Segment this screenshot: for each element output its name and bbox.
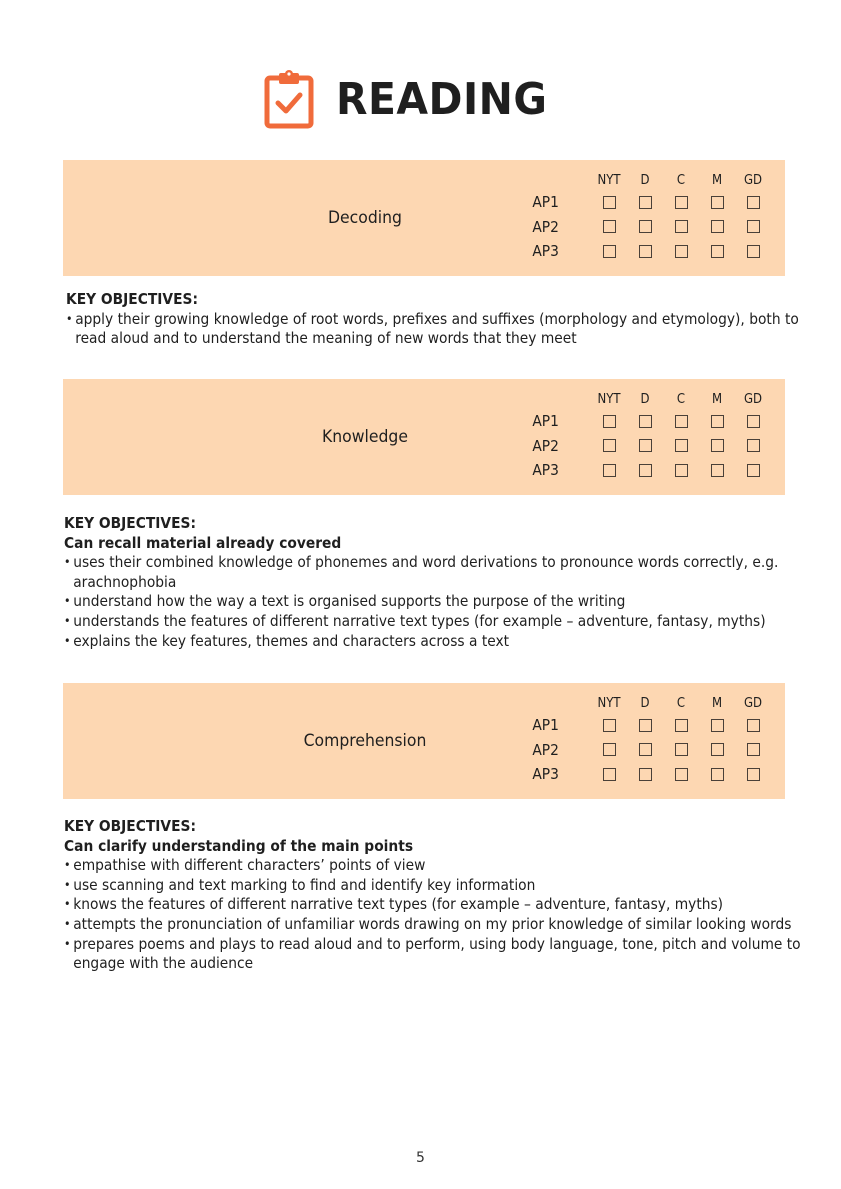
- checkbox-gd[interactable]: [747, 743, 760, 756]
- checkbox-nyt[interactable]: [603, 196, 616, 209]
- column-header: D: [640, 172, 650, 188]
- grid-header-row: [525, 693, 785, 713]
- column-header: C: [676, 172, 686, 188]
- checkbox-c[interactable]: [675, 768, 688, 781]
- objective-item: • use scanning and text marking to find and identify key information: [64, 876, 805, 896]
- objective-item: • uses their combined knowledge of phonemes and word derivations to pronounce words correctly, e.g. arachnophobia: [64, 553, 805, 592]
- objective-item: • understands the features of different narrative text types (for example – adventure, fantasy, myths): [64, 612, 805, 632]
- column-header: M: [711, 172, 723, 188]
- row-label: AP3: [532, 765, 559, 784]
- grid-header-row: [525, 170, 785, 190]
- checkbox-c[interactable]: [675, 439, 688, 452]
- checkbox-nyt[interactable]: [603, 464, 616, 477]
- column-header: NYT: [597, 695, 621, 711]
- checkbox-nyt[interactable]: [603, 743, 616, 756]
- row-label: AP2: [532, 436, 559, 455]
- objectives-list: [64, 856, 804, 974]
- checkbox-m[interactable]: [711, 439, 724, 452]
- checkbox-d[interactable]: [639, 743, 652, 756]
- column-header: D: [640, 695, 650, 711]
- page-number: 5: [416, 1150, 425, 1166]
- row-label: AP3: [532, 242, 559, 261]
- checkbox-m[interactable]: [711, 245, 724, 258]
- checkbox-c[interactable]: [675, 415, 688, 428]
- checkbox-m[interactable]: [711, 196, 724, 209]
- objective-item: • empathise with different characters’ points of view: [64, 856, 805, 876]
- checkbox-c[interactable]: [675, 464, 688, 477]
- assessment-grid: [525, 693, 785, 787]
- checkbox-gd[interactable]: [747, 719, 760, 732]
- grid-row: [525, 190, 785, 215]
- column-header: NYT: [597, 172, 621, 188]
- objectives-subheading: Can recall material already covered: [64, 533, 342, 552]
- checkbox-nyt[interactable]: [603, 220, 616, 233]
- objectives-list: [64, 553, 804, 651]
- key-objectives-decoding: [66, 290, 806, 349]
- assessment-panel-decoding: [63, 160, 785, 276]
- row-label: AP2: [532, 217, 559, 236]
- checkbox-gd[interactable]: [747, 196, 760, 209]
- objectives-subheading: Can clarify understanding of the main points: [64, 836, 414, 855]
- checkbox-c[interactable]: [675, 245, 688, 258]
- checkbox-d[interactable]: [639, 415, 652, 428]
- checkbox-d[interactable]: [639, 245, 652, 258]
- grid-row: [525, 738, 785, 763]
- checkbox-gd[interactable]: [747, 245, 760, 258]
- grid-row: [525, 434, 785, 459]
- checkbox-gd[interactable]: [747, 439, 760, 452]
- row-label: AP1: [532, 716, 559, 735]
- grid-row: [525, 762, 785, 787]
- checkbox-gd[interactable]: [747, 220, 760, 233]
- key-objectives-comprehension: [64, 817, 804, 974]
- checkbox-nyt[interactable]: [603, 439, 616, 452]
- assessment-grid: [525, 170, 785, 264]
- checkbox-nyt[interactable]: [603, 768, 616, 781]
- checkbox-m[interactable]: [711, 743, 724, 756]
- checkbox-m[interactable]: [711, 719, 724, 732]
- checkbox-nyt[interactable]: [603, 415, 616, 428]
- assessment-panel-knowledge: [63, 379, 785, 495]
- section-name: Comprehension: [303, 731, 427, 751]
- objectives-heading: KEY OBJECTIVES:: [66, 290, 198, 308]
- checkbox-m[interactable]: [711, 415, 724, 428]
- column-header: D: [640, 391, 650, 407]
- column-header: GD: [743, 391, 763, 407]
- checkbox-gd[interactable]: [747, 415, 760, 428]
- objectives-heading: KEY OBJECTIVES:: [64, 514, 196, 532]
- objective-item: • explains the key features, themes and characters across a text: [64, 632, 805, 652]
- column-header: NYT: [597, 391, 621, 407]
- row-label: AP1: [532, 193, 559, 212]
- key-objectives-knowledge: [64, 514, 804, 651]
- objective-item: • understand how the way a text is organised supports the purpose of the writing: [64, 592, 805, 612]
- objective-item: • knows the features of different narrative text types (for example – adventure, fantasy, myths): [64, 895, 805, 915]
- checkbox-m[interactable]: [711, 464, 724, 477]
- checkbox-d[interactable]: [639, 220, 652, 233]
- clipboard-check-icon: [264, 69, 314, 129]
- row-label: AP2: [532, 740, 559, 759]
- checkbox-c[interactable]: [675, 743, 688, 756]
- grid-row: [525, 215, 785, 240]
- page-header: [0, 68, 841, 130]
- assessment-panel-comprehension: [63, 683, 785, 799]
- checkbox-d[interactable]: [639, 719, 652, 732]
- objectives-heading: KEY OBJECTIVES:: [64, 817, 196, 835]
- objective-item: • attempts the pronunciation of unfamiliar words drawing on my prior knowledge of similar looking words: [64, 915, 805, 935]
- checkbox-m[interactable]: [711, 220, 724, 233]
- checkbox-nyt[interactable]: [603, 719, 616, 732]
- assessment-grid: [525, 389, 785, 483]
- row-label: AP3: [532, 461, 559, 480]
- column-header: C: [676, 391, 686, 407]
- grid-header-row: [525, 389, 785, 409]
- checkbox-c[interactable]: [675, 196, 688, 209]
- section-name: Knowledge: [322, 427, 408, 447]
- grid-row: [525, 409, 785, 434]
- column-header: C: [676, 695, 686, 711]
- objective-item: • apply their growing knowledge of root words, prefixes and suffixes (morphology and etymology), both to read aloud and to understand the meaning of new words that they meet: [66, 310, 807, 349]
- checkbox-d[interactable]: [639, 464, 652, 477]
- checkbox-gd[interactable]: [747, 464, 760, 477]
- checkbox-d[interactable]: [639, 768, 652, 781]
- column-header: GD: [743, 695, 763, 711]
- checkbox-d[interactable]: [639, 439, 652, 452]
- column-header: GD: [743, 172, 763, 188]
- grid-row: [525, 713, 785, 738]
- checkbox-m[interactable]: [711, 768, 724, 781]
- row-label: AP1: [532, 412, 559, 431]
- objectives-list: [66, 310, 806, 349]
- column-header: M: [711, 391, 723, 407]
- checkbox-c[interactable]: [675, 719, 688, 732]
- objective-item: • prepares poems and plays to read aloud and to perform, using body language, tone, pitch and volume to engage with the audience: [64, 935, 805, 974]
- grid-row: [525, 458, 785, 483]
- column-header: M: [711, 695, 723, 711]
- checkbox-gd[interactable]: [747, 768, 760, 781]
- page-title: READING: [335, 73, 548, 125]
- section-name: Decoding: [328, 208, 402, 228]
- checkbox-c[interactable]: [675, 220, 688, 233]
- checkbox-d[interactable]: [639, 196, 652, 209]
- grid-row: [525, 239, 785, 264]
- checkbox-nyt[interactable]: [603, 245, 616, 258]
